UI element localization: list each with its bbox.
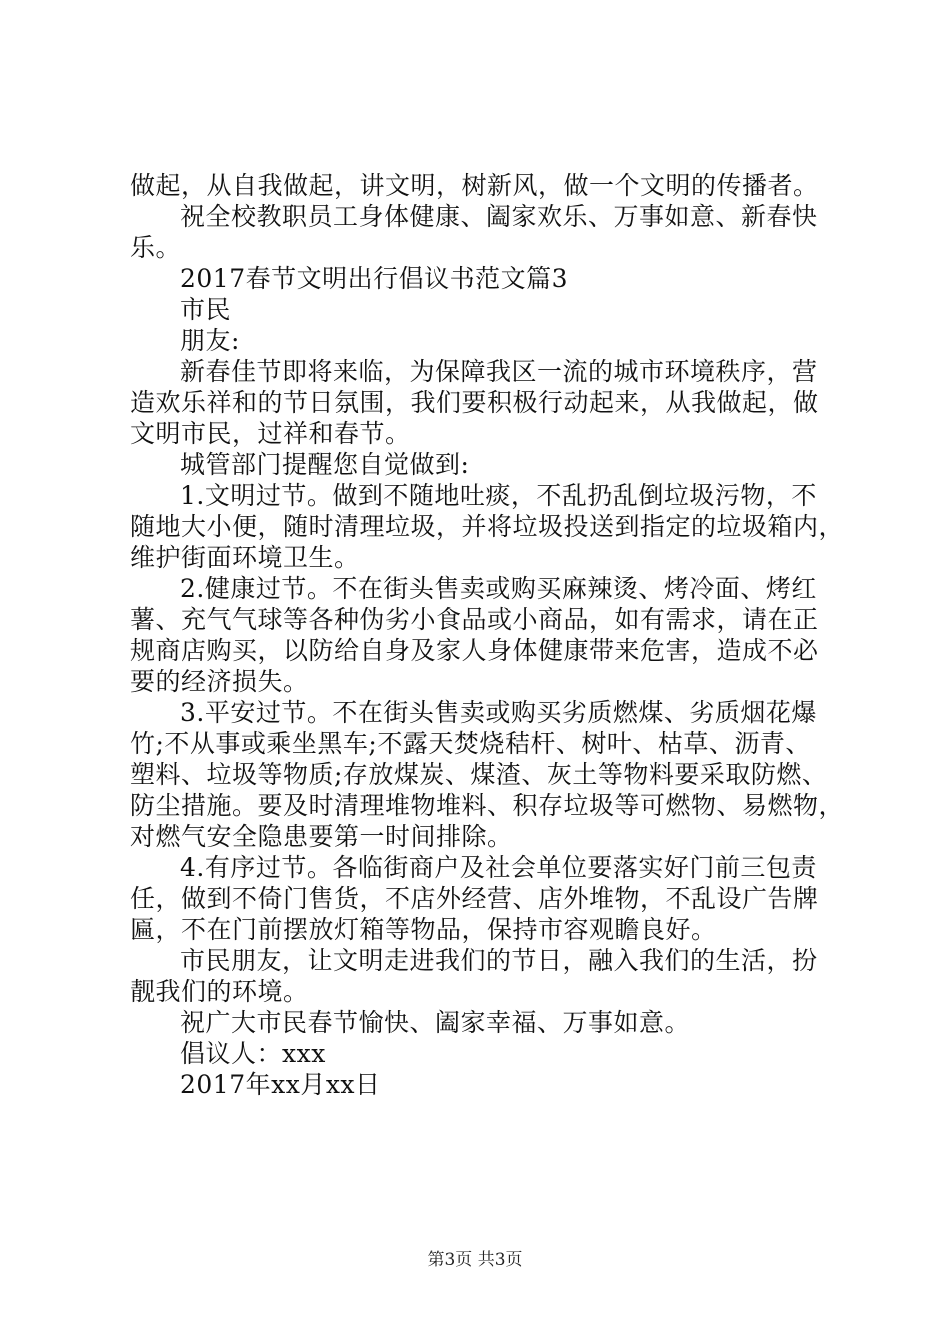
body-line: 市民朋友，让文明走进我们的节日，融入我们的生活，扮: [180, 946, 818, 975]
body-line: 新春佳节即将来临，为保障我区一流的城市环境秩序，营: [180, 357, 818, 386]
list-item-line: 要的经济损失。: [130, 667, 309, 696]
body-line: 城管部门提醒您自觉做到:: [180, 450, 470, 479]
signature-line: 倡议人：xxx: [180, 1039, 326, 1068]
list-item-line: 竹;不从事或乘坐黑车;不露天焚烧秸杆、树叶、枯草、沥青、: [130, 729, 811, 758]
list-item-line: 薯、充气气球等各种伪劣小食品或小商品，如有需求，请在正: [130, 605, 819, 634]
list-item-line: 1.文明过节。做到不随地吐痰，不乱扔乱倒垃圾污物，不: [180, 481, 817, 510]
closing-line: 祝广大市民春节愉快、阖家幸福、万事如意。: [180, 1008, 691, 1037]
list-item-line: 规商店购买，以防给自身及家人身体健康带来危害，造成不必: [130, 636, 819, 665]
salutation-line: 市民: [180, 295, 232, 324]
list-item-line: 塑料、垃圾等物质;存放煤炭、煤渣、灰土等物料要采取防燃、: [130, 760, 828, 789]
page-number: 第3页 共3页: [427, 1250, 523, 1270]
list-item-line: 2.健康过节。不在街头售卖或购买麻辣烫、烤冷面、烤红: [180, 574, 817, 603]
section-heading: 2017春节文明出行倡议书范文篇3: [180, 264, 569, 293]
date-line: 2017年xx月xx日: [180, 1070, 381, 1099]
list-item-line: 4.有序过节。各临街商户及社会单位要落实好门前三包责: [180, 853, 817, 882]
list-item-line: 对燃气安全隐患要第一时间排除。: [130, 822, 513, 851]
body-line: 靓我们的环境。: [130, 977, 309, 1006]
list-item-line: 随地大小便，随时清理垃圾，并将垃圾投送到指定的垃圾箱内，: [130, 512, 845, 541]
list-item-line: 防尘措施。要及时清理堆物堆料、积存垃圾等可燃物、易燃物，: [130, 791, 845, 820]
body-line: 做起，从自我做起，讲文明，树新风，做一个文明的传播者。: [130, 171, 819, 200]
list-item-line: 3.平安过节。不在街头售卖或购买劣质燃煤、劣质烟花爆: [180, 698, 817, 727]
list-item-line: 维护街面环境卫生。: [130, 543, 360, 572]
salutation-line: 朋友:: [180, 326, 240, 355]
body-line: 乐。: [130, 233, 182, 262]
body-line: 祝全校教职员工身体健康、阖家欢乐、万事如意、新春快: [180, 202, 818, 231]
document-body: [130, 170, 845, 1100]
body-line: 造欢乐祥和的节日氛围，我们要积极行动起来，从我做起，做: [130, 388, 819, 417]
body-line: 文明市民，过祥和春节。: [130, 419, 411, 448]
list-item-line: 匾，不在门前摆放灯箱等物品，保持市容观瞻良好。: [130, 915, 717, 944]
list-item-line: 任，做到不倚门售货，不店外经营、店外堆物，不乱设广告牌: [130, 884, 819, 913]
